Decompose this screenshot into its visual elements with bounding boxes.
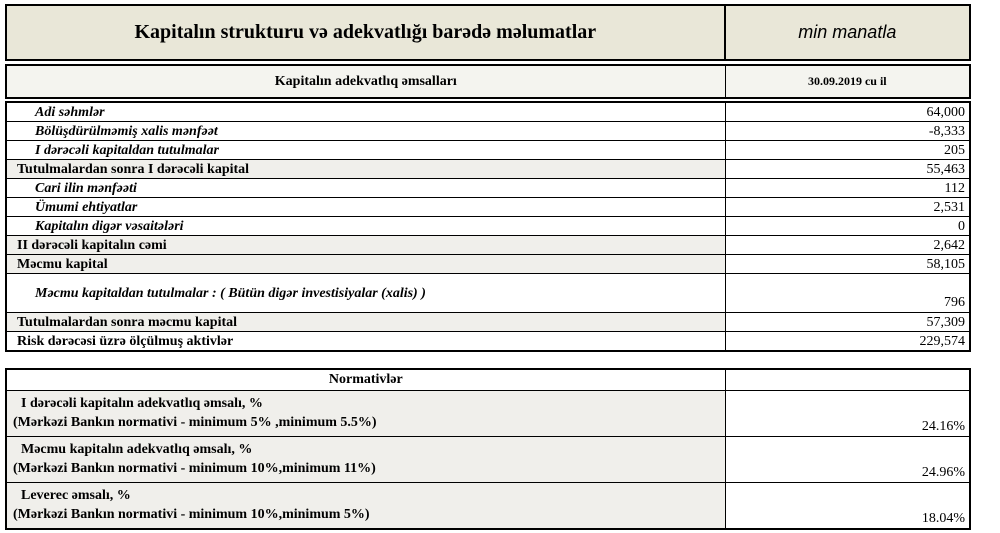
row-label: Tutulmalardan sonra I dərəcəli kapital xyxy=(7,160,726,178)
row-label: Məcmu kapital xyxy=(7,255,726,273)
table-row xyxy=(7,140,969,159)
row-value: 57,309 xyxy=(926,314,965,330)
row-value: -8,333 xyxy=(928,123,965,139)
normative-label-line2: (Mərkəzi Bankın normativi - minimum 10%,minimum 11%) xyxy=(13,461,376,476)
row-label: Bölüşdürülməmiş xalis mənfəət xyxy=(7,122,726,140)
row-label: Adi səhmlər xyxy=(7,103,726,121)
normative-label-line1: Leverec əmsalı, % xyxy=(21,488,131,503)
row-value: 112 xyxy=(944,180,965,196)
table-subheader-label: Kapitalın adekvatlıq əmsalları xyxy=(7,66,726,97)
normative-row xyxy=(7,436,969,482)
row-value: 796 xyxy=(944,295,965,310)
row-value: 58,105 xyxy=(926,256,965,272)
table-row xyxy=(7,312,969,331)
table-subheader xyxy=(5,64,971,99)
capital-table xyxy=(5,101,971,352)
row-value: 64,000 xyxy=(926,104,965,120)
normative-label xyxy=(7,483,726,528)
table-row xyxy=(7,273,969,312)
normative-row xyxy=(7,390,969,436)
table-row xyxy=(7,254,969,273)
row-value: 55,463 xyxy=(926,161,965,177)
normative-label-line1: Məcmu kapitalın adekvatlıq əmsalı, % xyxy=(21,442,253,457)
row-value: 229,574 xyxy=(919,333,965,349)
normatives-header-row xyxy=(7,370,969,390)
report-date: 30.09.2019 cu il xyxy=(807,74,887,88)
row-value: 2,531 xyxy=(933,199,965,215)
report-header xyxy=(5,4,971,61)
capital-table-body xyxy=(7,103,969,350)
normatives-header-empty-cell xyxy=(726,370,969,390)
row-label: I dərəcəli kapitaldan tutulmalar xyxy=(7,141,726,159)
row-label: Cari ilin mənfəəti xyxy=(7,179,726,197)
unit-label: min manatla xyxy=(798,22,897,42)
row-label: Tutulmalardan sonra məcmu kapital xyxy=(7,313,726,331)
table-row xyxy=(7,235,969,254)
normative-label-line2: (Mərkəzi Bankın normativi - minimum 10%,minimum 5%) xyxy=(13,507,370,522)
table-row xyxy=(7,331,969,350)
row-value: 2,642 xyxy=(933,237,965,253)
normative-value: 24.16% xyxy=(921,419,965,434)
row-value: 0 xyxy=(958,218,965,234)
row-label: II dərəcəli kapitalın cəmi xyxy=(7,236,726,254)
normative-value: 18.04% xyxy=(921,511,965,526)
row-label: Risk dərəcəsi üzrə ölçülmuş aktivlər xyxy=(7,332,726,350)
table-row xyxy=(7,178,969,197)
normatives-table-body xyxy=(7,390,969,528)
row-label: Ümumi ehtiyatlar xyxy=(7,198,726,216)
normative-label-line2: (Mərkəzi Bankın normativi - minimum 5% ,minimum 5.5%) xyxy=(13,415,377,430)
row-label: Məcmu kapitaldan tutulmalar : ( Bütün digər investisiyalar (xalis) ) xyxy=(7,274,726,312)
normative-label xyxy=(7,437,726,482)
capital-report-document xyxy=(5,4,971,530)
normatives-table xyxy=(5,368,971,530)
normative-label-line1: I dərəcəli kapitalın adekvatlıq əmsalı, % xyxy=(21,396,263,411)
normative-label xyxy=(7,391,726,436)
normatives-title: Normativlər xyxy=(7,370,726,390)
table-row xyxy=(7,197,969,216)
normative-row xyxy=(7,482,969,528)
normative-value: 24.96% xyxy=(921,465,965,480)
page-title: Kapitalın strukturu və adekvatlığı barədə məlumatlar xyxy=(7,6,726,59)
row-label: Kapitalın digər vəsaitələri xyxy=(7,217,726,235)
table-row xyxy=(7,159,969,178)
table-row xyxy=(7,103,969,121)
table-row xyxy=(7,121,969,140)
row-value: 205 xyxy=(944,142,965,158)
table-row xyxy=(7,216,969,235)
